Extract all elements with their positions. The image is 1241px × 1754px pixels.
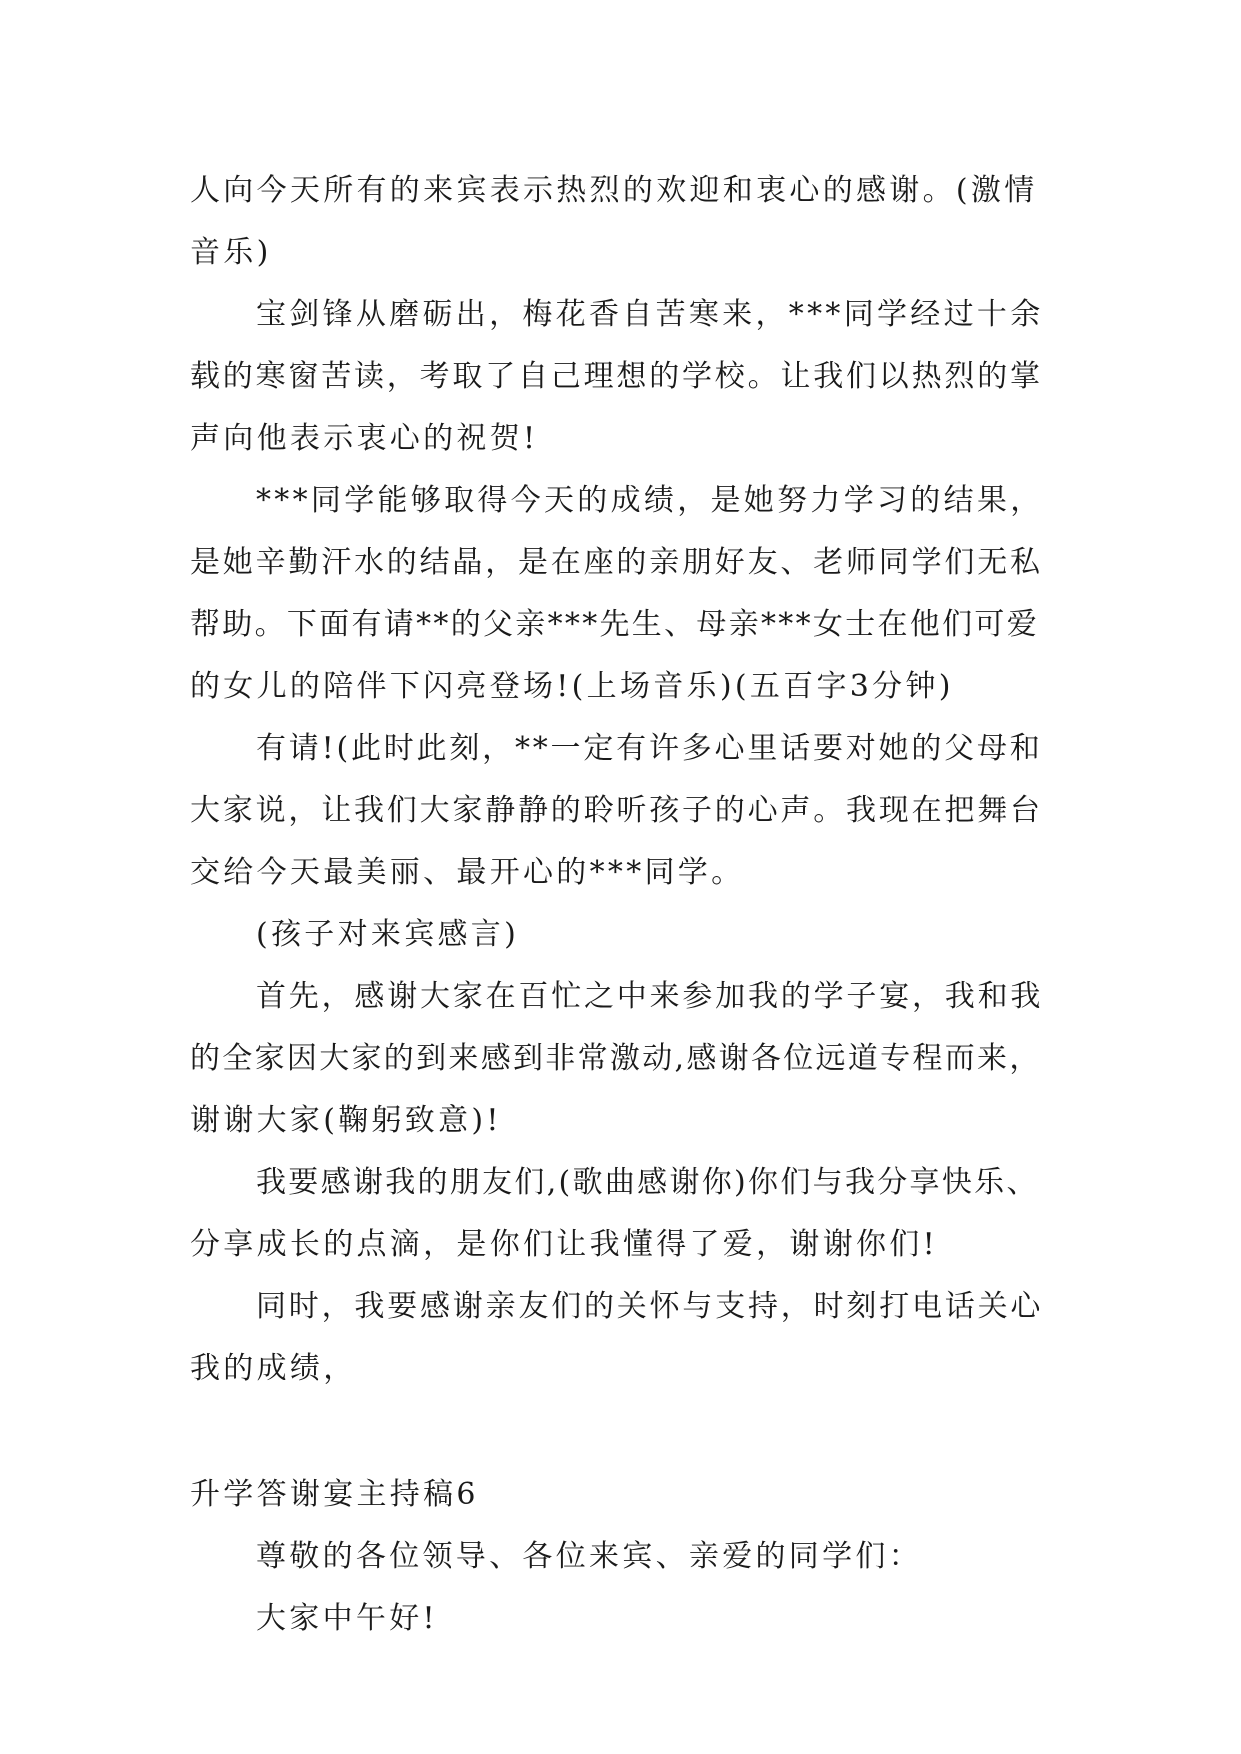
text-line: 交给今天最美丽、最开心的***同学。: [190, 855, 745, 890]
text-line: 谢谢大家(鞠躬致意)!: [190, 1103, 502, 1138]
text-line: 的女儿的陪伴下闪亮登场!(上场音乐)(五百字3分钟): [190, 669, 954, 704]
text-line: 有请!(此时此刻，**一定有许多心里话要对她的父母和: [256, 731, 1043, 766]
text-line: 是她辛勤汗水的结晶，是在座的亲朋好友、老师同学们无私: [190, 545, 1043, 580]
document-page: [190, 160, 1050, 1650]
text-line: 分享成长的点滴，是你们让我懂得了爱，谢谢你们!: [190, 1227, 938, 1262]
text-line: 大家说，让我们大家静静的聆听孩子的心声。我现在把舞台: [190, 793, 1043, 828]
text-line: 人向今天所有的来宾表示热烈的欢迎和衷心的感谢。(激情: [190, 173, 1038, 208]
text-line: 帮助。下面有请**的父亲***先生、母亲***女士在他们可爱: [190, 607, 1039, 642]
text-line: 我的成绩，: [190, 1351, 357, 1386]
text-line: 载的寒窗苦读，考取了自己理想的学校。让我们以热烈的掌: [190, 359, 1043, 394]
text-line: 同时，我要感谢亲友们的关怀与支持，时刻打电话关心: [256, 1289, 1044, 1324]
text-line: (孩子对来宾感言): [256, 917, 520, 952]
text-line: 的全家因大家的到来感到非常激动,感谢各位远道专程而来，: [190, 1041, 1042, 1076]
salutation-line: 大家中午好!: [256, 1601, 438, 1636]
section-title: 升学答谢宴主持稿6: [190, 1477, 479, 1512]
text-line: 声向他表示衷心的祝贺!: [190, 421, 539, 456]
text-line: 音乐): [190, 235, 272, 270]
text-line: 宝剑锋从磨砺出，梅花香自苦寒来，***同学经过十余: [256, 297, 1044, 332]
text-line: 我要感谢我的朋友们,(歌曲感谢你)你们与我分享快乐、: [256, 1165, 1039, 1200]
greeting-line: 尊敬的各位领导、各位来宾、亲爱的同学们：: [256, 1539, 922, 1574]
text-line: ***同学能够取得今天的成绩，是她努力学习的结果，: [256, 483, 1044, 518]
text-line: 首先，感谢大家在百忙之中来参加我的学子宴，我和我: [256, 979, 1044, 1014]
